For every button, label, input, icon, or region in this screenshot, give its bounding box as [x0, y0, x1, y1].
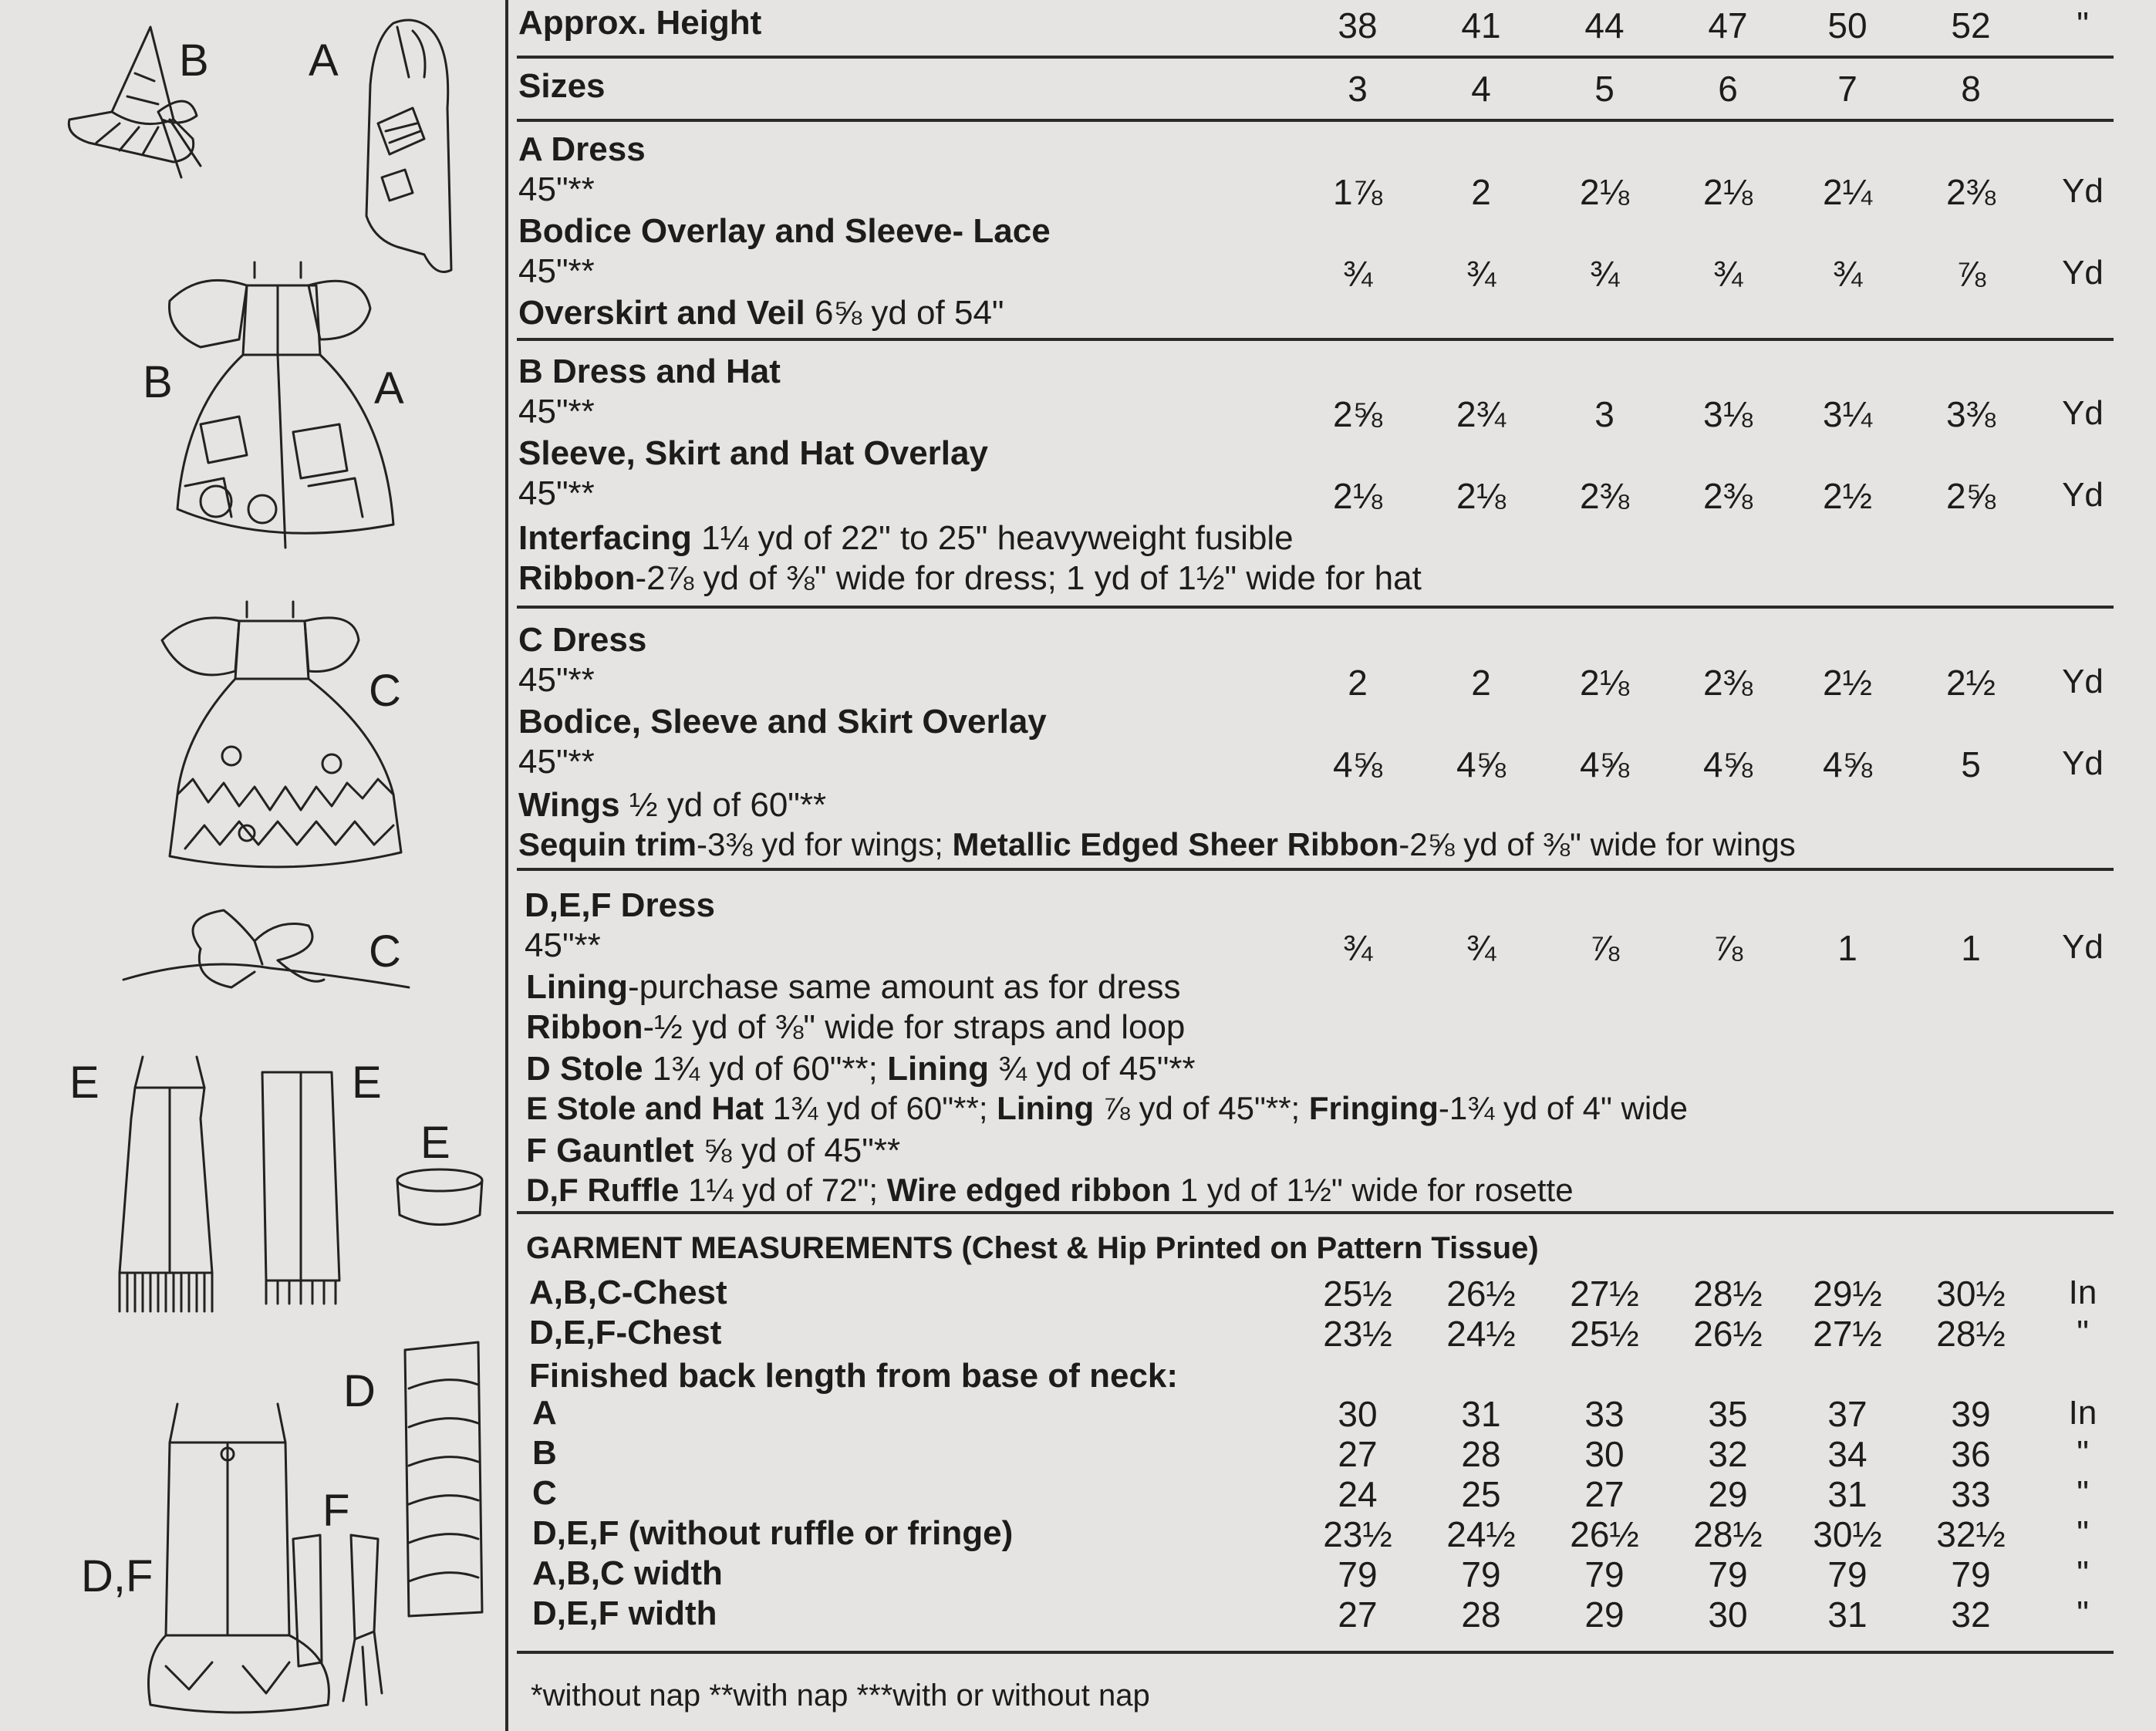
length-label: C: [532, 1474, 557, 1512]
term-detail: 1 yd of 1½" wide for rosette: [1171, 1172, 1574, 1208]
fabric-width: 45"**: [518, 393, 595, 430]
length-label: A,B,C width: [532, 1554, 723, 1592]
length-value: 24½: [1446, 1514, 1516, 1554]
term-detail: ¾ yd of 45"**: [989, 1050, 1196, 1088]
section-subtitle: Bodice, Sleeve and Skirt Overlay: [518, 703, 1047, 741]
def-dress-value: ¾: [1466, 928, 1496, 968]
view-letter: C: [369, 926, 401, 977]
length-value: 31: [1827, 1474, 1868, 1514]
length-value: 79: [1461, 1554, 1501, 1594]
size-value: 5: [1594, 69, 1614, 109]
bold-term: Ribbon: [526, 1008, 643, 1046]
view-letter: D,F: [81, 1551, 154, 1601]
bold-term: Sequin trim: [518, 826, 697, 862]
a-lace-value: ¾: [1712, 254, 1743, 294]
bold-term: Ribbon: [518, 559, 636, 597]
bold-term: E Stole and Hat: [526, 1090, 764, 1126]
chest-unit: ": [2077, 1314, 2089, 1351]
term-detail: -purchase same amount as for dress: [627, 968, 1181, 1006]
length-label: B: [532, 1434, 557, 1472]
a-lace-value: ¾: [1832, 254, 1863, 294]
chest-value: 27½: [1813, 1314, 1882, 1354]
bold-term: Wire edged ribbon: [886, 1172, 1172, 1208]
sequin-note: [518, 828, 1796, 861]
def-dress-value: ⅞: [1712, 928, 1743, 968]
section-title-c: C Dress: [518, 621, 647, 659]
c-dress-value: 2: [1348, 663, 1368, 703]
term-detail: ⅞ yd of 45"**;: [1094, 1090, 1309, 1126]
ruffle-note: [526, 1174, 1574, 1206]
length-value: 30: [1338, 1394, 1378, 1434]
length-label: D,E,F (without ruffle or fringe): [532, 1514, 1014, 1552]
b-dress-value: 3¼: [1823, 394, 1872, 434]
length-value: 32: [1708, 1434, 1748, 1474]
a-dress-value: 2⅛: [1703, 172, 1753, 212]
length-value: 39: [1951, 1394, 1991, 1434]
e-stole-note: [526, 1092, 1688, 1125]
a-dress-unit: Yd: [2062, 172, 2104, 210]
a-lace-value: ⅞: [1955, 254, 1986, 294]
term-detail: 1¾ yd of 60"**;: [764, 1090, 997, 1126]
chest-value: 30½: [1936, 1274, 2006, 1314]
c-overlay-unit: Yd: [2062, 744, 2104, 782]
a-dress-value: 2: [1471, 172, 1491, 212]
c-overlay-value: 5: [1961, 744, 1981, 785]
bold-term: Lining: [526, 968, 628, 1006]
fabric-width: 45"**: [518, 252, 595, 290]
length-value: 79: [1584, 1554, 1625, 1594]
length-value: 32½: [1936, 1514, 2006, 1554]
term-detail: -2⅝ yd of ⅜" wide for wings: [1399, 826, 1796, 862]
c-overlay-value: 4⅝: [1703, 744, 1753, 785]
view-letter: E: [352, 1058, 382, 1108]
length-unit: In: [2068, 1394, 2097, 1432]
view-letter: A: [374, 363, 404, 413]
bold-term: Lining: [887, 1050, 990, 1088]
c-overlay-value: 4⅝: [1333, 744, 1382, 785]
view-letter: F: [322, 1486, 350, 1536]
length-value: 30: [1708, 1594, 1748, 1635]
bold-term: Lining: [997, 1090, 1095, 1126]
length-value: 34: [1827, 1434, 1868, 1474]
length-value: 35: [1708, 1394, 1748, 1434]
c-dress-value: 2½: [1946, 663, 1996, 703]
length-value: 27: [1584, 1474, 1625, 1514]
length-label: A: [532, 1394, 557, 1432]
bold-term: D,F Ruffle: [526, 1172, 680, 1208]
length-value: 79: [1951, 1554, 1991, 1594]
term-detail: -3⅜ yd for wings;: [697, 826, 953, 862]
bold-term: Wings: [518, 786, 620, 824]
section-title-def: D,E,F Dress: [525, 886, 715, 924]
def-dress-value: ¾: [1342, 928, 1373, 968]
length-value: 23½: [1323, 1514, 1392, 1554]
height-value: 44: [1584, 5, 1625, 46]
measurements-title: GARMENT MEASUREMENTS (Chest & Hip Printed on Pattern Tissue): [526, 1231, 1539, 1265]
length-unit: ": [2077, 1554, 2089, 1592]
c-overlay-value: 4⅝: [1580, 744, 1629, 785]
wings-note: [518, 788, 826, 822]
chest-value: 25½: [1570, 1314, 1639, 1354]
length-value: 79: [1338, 1554, 1378, 1594]
length-value: 27: [1338, 1594, 1378, 1635]
chest-value: 24½: [1446, 1314, 1516, 1354]
f-gauntlet-note: [526, 1134, 900, 1168]
chest-value: 26½: [1693, 1314, 1763, 1354]
a-lace-value: ¾: [1589, 254, 1620, 294]
fabric-width: 45"**: [518, 474, 595, 512]
view-letter: E: [420, 1118, 450, 1168]
b-dress-value: 2¾: [1456, 394, 1506, 434]
back-length-label: Finished back length from base of neck:: [529, 1357, 1179, 1395]
length-value: 79: [1827, 1554, 1868, 1594]
def-dress-value: 1: [1837, 928, 1857, 968]
term-detail: 1¼ yd of 72";: [679, 1172, 887, 1208]
length-unit: ": [2077, 1434, 2089, 1472]
ribbon-note: [518, 559, 1422, 597]
term-detail: -½ yd of ⅜" wide for straps and loop: [643, 1008, 1186, 1046]
view-letter: B: [179, 35, 209, 86]
length-value: 29: [1584, 1594, 1625, 1635]
def-dress-value: ⅞: [1589, 928, 1620, 968]
chest-value: 26½: [1446, 1274, 1516, 1314]
b-overlay-value: 2⅜: [1703, 476, 1753, 516]
fabric-width: 45"**: [518, 661, 595, 699]
length-value: 37: [1827, 1394, 1868, 1434]
c-dress-value: 2⅛: [1580, 663, 1629, 703]
c-overlay-value: 4⅝: [1823, 744, 1872, 785]
chest-value: 28½: [1936, 1314, 2006, 1354]
bold-term: F Gauntlet: [526, 1132, 694, 1169]
fabric-width: 45"**: [518, 743, 595, 781]
view-letter: B: [143, 357, 173, 407]
section-title-a: A Dress: [518, 130, 646, 168]
bold-term: Fringing: [1308, 1090, 1439, 1126]
length-unit: ": [2077, 1594, 2089, 1632]
chest-value: 25½: [1323, 1274, 1392, 1314]
length-value: 30: [1584, 1434, 1625, 1474]
c-dress-value: 2⅜: [1703, 663, 1753, 703]
length-value: 32: [1951, 1594, 1991, 1635]
fabric-width: 45"**: [525, 926, 601, 964]
b-dress-unit: Yd: [2062, 394, 2104, 432]
b-overlay-value: 2⅛: [1333, 476, 1382, 516]
a-lace-unit: Yd: [2062, 254, 2104, 292]
b-dress-value: 3: [1594, 394, 1614, 434]
length-value: 29: [1708, 1474, 1748, 1514]
def-dress-value: 1: [1961, 928, 1981, 968]
length-value: 27: [1338, 1434, 1378, 1474]
height-value: 38: [1338, 5, 1378, 46]
a-dress-value: 2⅛: [1580, 172, 1629, 212]
length-unit: ": [2077, 1514, 2089, 1552]
sizes-label: Sizes: [518, 67, 606, 105]
lining-note: [526, 970, 1181, 1004]
a-dress-value: 2¼: [1823, 172, 1872, 212]
chest-unit: In: [2068, 1274, 2097, 1311]
size-value: 7: [1837, 69, 1857, 109]
bold-term: Overskirt and Veil: [518, 294, 805, 332]
size-value: 8: [1961, 69, 1981, 109]
view-letter: C: [369, 666, 401, 716]
footnote: *without nap **with nap ***with or without nap: [531, 1679, 1150, 1712]
chest-label: D,E,F-Chest: [529, 1314, 722, 1351]
term-detail: 1¼ yd of 22" to 25" heavyweight fusible: [691, 519, 1294, 557]
length-value: 28½: [1693, 1514, 1763, 1554]
c-overlay-value: 4⅝: [1456, 744, 1506, 785]
section-title-b: B Dress and Hat: [518, 353, 781, 390]
b-dress-value: 3⅛: [1703, 394, 1753, 434]
c-dress-unit: Yd: [2062, 663, 2104, 700]
length-value: 33: [1951, 1474, 1991, 1514]
height-unit: ": [2077, 5, 2089, 43]
b-dress-value: 2⅝: [1333, 394, 1382, 434]
approx-height-label: Approx. Height: [518, 4, 762, 42]
length-label: D,E,F width: [532, 1594, 717, 1632]
chest-value: 29½: [1813, 1274, 1882, 1314]
view-letter: A: [309, 35, 339, 86]
chest-value: 28½: [1693, 1274, 1763, 1314]
fabric-width: 45"**: [518, 170, 595, 208]
overskirt-note: [518, 296, 1004, 330]
chest-value: 23½: [1323, 1314, 1392, 1354]
length-value: 36: [1951, 1434, 1991, 1474]
size-value: 6: [1718, 69, 1738, 109]
height-value: 47: [1708, 5, 1748, 46]
a-dress-value: 1⅞: [1333, 172, 1382, 212]
a-dress-value: 2⅜: [1946, 172, 1996, 212]
section-subtitle: Bodice Overlay and Sleeve- Lace: [518, 212, 1051, 250]
term-detail: -1¾ yd of 4" wide: [1438, 1090, 1688, 1126]
length-value: 28: [1461, 1594, 1501, 1635]
term-detail: 1¾ yd of 60"**;: [643, 1050, 888, 1088]
d-stole-note: [526, 1052, 1196, 1086]
length-value: 31: [1461, 1394, 1501, 1434]
bold-term: Metallic Edged Sheer Ribbon: [952, 826, 1399, 862]
chest-label: A,B,C-Chest: [529, 1274, 727, 1311]
length-value: 28: [1461, 1434, 1501, 1474]
length-value: 30½: [1813, 1514, 1882, 1554]
height-value: 52: [1951, 5, 1991, 46]
length-unit: ": [2077, 1474, 2089, 1512]
view-letter: E: [69, 1058, 100, 1108]
length-value: 24: [1338, 1474, 1378, 1514]
ribbon-straps-note: [526, 1008, 1186, 1046]
height-value: 41: [1461, 5, 1501, 46]
b-overlay-unit: Yd: [2062, 476, 2104, 514]
term-detail: ½ yd of 60"**: [619, 786, 827, 824]
length-value: 25: [1461, 1474, 1501, 1514]
b-dress-value: 3⅜: [1946, 394, 1996, 434]
b-overlay-value: 2⅛: [1456, 476, 1506, 516]
chest-value: 27½: [1570, 1274, 1639, 1314]
bold-term: D Stole: [526, 1050, 643, 1088]
b-overlay-value: 2⅝: [1946, 476, 1996, 516]
size-value: 3: [1348, 69, 1368, 109]
def-dress-unit: Yd: [2062, 928, 2104, 966]
c-dress-value: 2: [1471, 663, 1491, 703]
length-value: 79: [1708, 1554, 1748, 1594]
view-letter: D: [343, 1366, 376, 1416]
length-value: 31: [1827, 1594, 1868, 1635]
length-value: 26½: [1570, 1514, 1639, 1554]
term-detail: ⅝ yd of 45"**: [693, 1132, 901, 1169]
size-value: 4: [1471, 69, 1491, 109]
length-value: 33: [1584, 1394, 1625, 1434]
b-overlay-value: 2⅜: [1580, 476, 1629, 516]
a-lace-value: ¾: [1342, 254, 1373, 294]
c-dress-value: 2½: [1823, 663, 1872, 703]
section-subtitle: Sleeve, Skirt and Hat Overlay: [518, 434, 988, 472]
a-lace-value: ¾: [1466, 254, 1496, 294]
term-detail: 6⅝ yd of 54": [805, 294, 1004, 332]
bold-term: Interfacing: [518, 519, 692, 557]
height-value: 50: [1827, 5, 1868, 46]
interfacing-note: [518, 521, 1294, 555]
b-overlay-value: 2½: [1823, 476, 1872, 516]
term-detail: -2⅞ yd of ⅜" wide for dress; 1 yd of 1½" wide for hat: [635, 559, 1422, 597]
